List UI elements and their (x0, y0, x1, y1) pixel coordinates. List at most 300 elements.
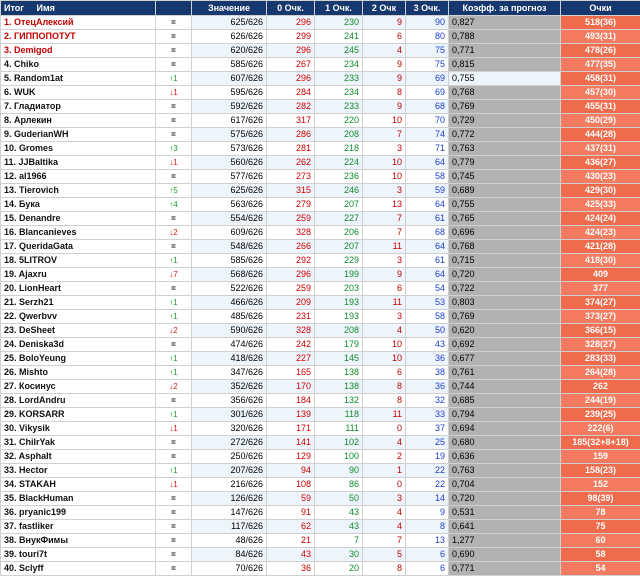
two-points-cell: 2 (363, 450, 406, 464)
three-points-cell: 25 (406, 436, 449, 450)
coefficient-cell: 0,722 (449, 282, 561, 296)
zero-points-cell: 296 (267, 44, 315, 58)
two-points-cell: 9 (363, 100, 406, 114)
value-cell: 84/626 (192, 548, 267, 562)
points-cell: 424(24) (561, 212, 640, 226)
trend-cell: = (156, 520, 192, 534)
three-points-cell: 59 (406, 184, 449, 198)
trend-cell: = (156, 450, 192, 464)
table-row (1, 100, 640, 114)
zero-points-cell: 273 (267, 170, 315, 184)
player-name-cell: 22. Qwerbvv (1, 310, 156, 324)
two-points-cell: 0 (363, 422, 406, 436)
table-row (1, 72, 640, 86)
points-cell: 78 (561, 506, 640, 520)
value-cell: 474/626 (192, 338, 267, 352)
three-points-cell: 37 (406, 422, 449, 436)
value-cell: 609/626 (192, 226, 267, 240)
trend-cell: = (156, 16, 192, 30)
one-point-cell: 30 (315, 548, 363, 562)
player-name-cell: 20. LionHeart (1, 282, 156, 296)
player-name-cell: 31. ChilrYak (1, 436, 156, 450)
coefficient-cell: 0,788 (449, 30, 561, 44)
value-cell: 207/626 (192, 464, 267, 478)
two-points-cell: 9 (363, 16, 406, 30)
player-name-cell: 26. Mishto (1, 366, 156, 380)
points-cell: 477(35) (561, 58, 640, 72)
coefficient-cell: 0,771 (449, 44, 561, 58)
three-points-cell: 53 (406, 296, 449, 310)
three-points-cell: 64 (406, 240, 449, 254)
points-cell: 458(31) (561, 72, 640, 86)
value-cell: 617/626 (192, 114, 267, 128)
coefficient-cell: 0,685 (449, 394, 561, 408)
value-cell: 117/626 (192, 520, 267, 534)
header-zero-points: 0 Очк. (267, 1, 315, 16)
points-cell: 54 (561, 562, 640, 576)
coefficient-cell: 1,277 (449, 534, 561, 548)
trend-cell: = (156, 282, 192, 296)
player-name-cell: 10. Gromes (1, 142, 156, 156)
table-row (1, 548, 640, 562)
table-row (1, 436, 640, 450)
zero-points-cell: 259 (267, 212, 315, 226)
value-cell: 592/626 (192, 100, 267, 114)
trend-cell: = (156, 506, 192, 520)
points-cell: 159 (561, 450, 640, 464)
value-cell: 522/626 (192, 282, 267, 296)
trend-cell: ↓2 (156, 380, 192, 394)
three-points-cell: 58 (406, 170, 449, 184)
value-cell: 554/626 (192, 212, 267, 226)
table-row (1, 296, 640, 310)
value-cell: 563/626 (192, 198, 267, 212)
one-point-cell: 236 (315, 170, 363, 184)
table-row (1, 324, 640, 338)
three-points-cell: 64 (406, 268, 449, 282)
three-points-cell: 75 (406, 58, 449, 72)
points-cell: 425(33) (561, 198, 640, 212)
zero-points-cell: 227 (267, 352, 315, 366)
two-points-cell: 3 (363, 184, 406, 198)
trend-cell: = (156, 436, 192, 450)
one-point-cell: 118 (315, 408, 363, 422)
table-row (1, 366, 640, 380)
one-point-cell: 233 (315, 100, 363, 114)
zero-points-cell: 286 (267, 128, 315, 142)
one-point-cell: 203 (315, 282, 363, 296)
zero-points-cell: 282 (267, 100, 315, 114)
player-name-cell: 6. WUK (1, 86, 156, 100)
table-row (1, 380, 640, 394)
table-row (1, 254, 640, 268)
points-cell: 373(27) (561, 310, 640, 324)
one-point-cell: 138 (315, 366, 363, 380)
trend-cell: ↑1 (156, 72, 192, 86)
one-point-cell: 145 (315, 352, 363, 366)
one-point-cell: 234 (315, 86, 363, 100)
coefficient-cell: 0,771 (449, 562, 561, 576)
two-points-cell: 7 (363, 226, 406, 240)
zero-points-cell: 231 (267, 310, 315, 324)
three-points-cell: 9 (406, 506, 449, 520)
points-cell: 283(33) (561, 352, 640, 366)
coefficient-cell: 0,769 (449, 310, 561, 324)
one-point-cell: 50 (315, 492, 363, 506)
player-name-cell: 17. QueridaGata (1, 240, 156, 254)
zero-points-cell: 21 (267, 534, 315, 548)
points-cell: 450(29) (561, 114, 640, 128)
table-row (1, 86, 640, 100)
player-name-cell: 13. Tierovich (1, 184, 156, 198)
header-three-points: 3 Очк. (406, 1, 449, 16)
table-row (1, 352, 640, 366)
trend-cell: = (156, 492, 192, 506)
trend-cell: ↑1 (156, 408, 192, 422)
three-points-cell: 6 (406, 562, 449, 576)
three-points-cell: 71 (406, 142, 449, 156)
table-row (1, 492, 640, 506)
player-name-cell: 14. Бука (1, 198, 156, 212)
points-cell: 409 (561, 268, 640, 282)
coefficient-cell: 0,694 (449, 422, 561, 436)
header-one-point: 1 Очк. (315, 1, 363, 16)
player-name-cell: 2. ГИППОПОТУТ (1, 30, 156, 44)
table-row (1, 142, 640, 156)
zero-points-cell: 94 (267, 464, 315, 478)
table-row (1, 184, 640, 198)
zero-points-cell: 267 (267, 58, 315, 72)
coefficient-cell: 0,641 (449, 520, 561, 534)
points-cell: 244(19) (561, 394, 640, 408)
coefficient-cell: 0,827 (449, 16, 561, 30)
zero-points-cell: 91 (267, 506, 315, 520)
trend-cell: ↓2 (156, 226, 192, 240)
points-cell: 421(28) (561, 240, 640, 254)
zero-points-cell: 184 (267, 394, 315, 408)
player-name-cell: 9. GuderianWH (1, 128, 156, 142)
header-two-points: 2 Очк (363, 1, 406, 16)
three-points-cell: 69 (406, 72, 449, 86)
trend-cell: ↑1 (156, 310, 192, 324)
two-points-cell: 8 (363, 380, 406, 394)
two-points-cell: 8 (363, 562, 406, 576)
coefficient-cell: 0,744 (449, 380, 561, 394)
one-point-cell: 138 (315, 380, 363, 394)
zero-points-cell: 284 (267, 86, 315, 100)
player-name-cell: 3. Demigod (1, 44, 156, 58)
table-row (1, 114, 640, 128)
player-name-cell: 12. al1966 (1, 170, 156, 184)
two-points-cell: 9 (363, 72, 406, 86)
value-cell: 568/626 (192, 268, 267, 282)
trend-cell: = (156, 100, 192, 114)
three-points-cell: 38 (406, 366, 449, 380)
zero-points-cell: 170 (267, 380, 315, 394)
coefficient-cell: 0,689 (449, 184, 561, 198)
trend-cell: ↓1 (156, 86, 192, 100)
player-name-cell: 32. Asphalt (1, 450, 156, 464)
coefficient-cell: 0,779 (449, 156, 561, 170)
one-point-cell: 100 (315, 450, 363, 464)
two-points-cell: 6 (363, 282, 406, 296)
three-points-cell: 50 (406, 324, 449, 338)
points-cell: 366(15) (561, 324, 640, 338)
trend-cell: ↑1 (156, 296, 192, 310)
one-point-cell: 246 (315, 184, 363, 198)
points-cell: 377 (561, 282, 640, 296)
two-points-cell: 10 (363, 114, 406, 128)
zero-points-cell: 108 (267, 478, 315, 492)
two-points-cell: 10 (363, 352, 406, 366)
three-points-cell: 22 (406, 478, 449, 492)
player-name-cell: 38. ВнукФимы (1, 534, 156, 548)
zero-points-cell: 296 (267, 268, 315, 282)
player-name-cell: 39. touri7t (1, 548, 156, 562)
table-row (1, 464, 640, 478)
one-point-cell: 241 (315, 30, 363, 44)
one-point-cell: 111 (315, 422, 363, 436)
points-cell: 374(27) (561, 296, 640, 310)
one-point-cell: 179 (315, 338, 363, 352)
two-points-cell: 3 (363, 142, 406, 156)
zero-points-cell: 129 (267, 450, 315, 464)
one-point-cell: 20 (315, 562, 363, 576)
table-row (1, 268, 640, 282)
table-row (1, 30, 640, 44)
trend-cell: = (156, 212, 192, 226)
table-row (1, 408, 640, 422)
table-row (1, 226, 640, 240)
value-cell: 70/626 (192, 562, 267, 576)
one-point-cell: 102 (315, 436, 363, 450)
value-cell: 147/626 (192, 506, 267, 520)
three-points-cell: 69 (406, 86, 449, 100)
value-cell: 577/626 (192, 170, 267, 184)
three-points-cell: 64 (406, 156, 449, 170)
coefficient-cell: 0,763 (449, 464, 561, 478)
value-cell: 347/626 (192, 366, 267, 380)
two-points-cell: 1 (363, 464, 406, 478)
player-name-cell: 27. Косинус (1, 380, 156, 394)
points-cell: 262 (561, 380, 640, 394)
two-points-cell: 0 (363, 478, 406, 492)
value-cell: 272/626 (192, 436, 267, 450)
two-points-cell: 7 (363, 534, 406, 548)
three-points-cell: 19 (406, 450, 449, 464)
three-points-cell: 68 (406, 100, 449, 114)
coefficient-cell: 0,729 (449, 114, 561, 128)
one-point-cell: 132 (315, 394, 363, 408)
one-point-cell: 230 (315, 16, 363, 30)
trend-cell: = (156, 240, 192, 254)
three-points-cell: 75 (406, 44, 449, 58)
value-cell: 625/626 (192, 184, 267, 198)
zero-points-cell: 328 (267, 226, 315, 240)
player-name-cell: 34. STAKAH (1, 478, 156, 492)
header-rank-label: Итог (4, 2, 25, 13)
coefficient-cell: 0,815 (449, 58, 561, 72)
value-cell: 352/626 (192, 380, 267, 394)
two-points-cell: 13 (363, 198, 406, 212)
one-point-cell: 218 (315, 142, 363, 156)
player-name-cell: 19. Ajaxru (1, 268, 156, 282)
one-point-cell: 90 (315, 464, 363, 478)
player-name-cell: 36. pryanic199 (1, 506, 156, 520)
zero-points-cell: 59 (267, 492, 315, 506)
two-points-cell: 4 (363, 506, 406, 520)
two-points-cell: 11 (363, 296, 406, 310)
coefficient-cell: 0,636 (449, 450, 561, 464)
table-row (1, 520, 640, 534)
one-point-cell: 224 (315, 156, 363, 170)
points-cell: 436(27) (561, 156, 640, 170)
player-name-cell: 8. Арлекин (1, 114, 156, 128)
player-name-cell: 28. LordAndru (1, 394, 156, 408)
player-name-cell: 5. Random1at (1, 72, 156, 86)
two-points-cell: 4 (363, 436, 406, 450)
table-row (1, 282, 640, 296)
player-name-cell: 15. Denandre (1, 212, 156, 226)
coefficient-cell: 0,745 (449, 170, 561, 184)
one-point-cell: 193 (315, 310, 363, 324)
one-point-cell: 220 (315, 114, 363, 128)
one-point-cell: 229 (315, 254, 363, 268)
two-points-cell: 9 (363, 268, 406, 282)
trend-cell: ↑1 (156, 352, 192, 366)
zero-points-cell: 43 (267, 548, 315, 562)
value-cell: 590/626 (192, 324, 267, 338)
two-points-cell: 9 (363, 58, 406, 72)
three-points-cell: 33 (406, 408, 449, 422)
trend-cell: ↑3 (156, 142, 192, 156)
points-cell: 493(31) (561, 30, 640, 44)
table-row (1, 422, 640, 436)
value-cell: 356/626 (192, 394, 267, 408)
value-cell: 250/626 (192, 450, 267, 464)
table-row (1, 394, 640, 408)
coefficient-cell: 0,620 (449, 324, 561, 338)
three-points-cell: 54 (406, 282, 449, 296)
three-points-cell: 68 (406, 226, 449, 240)
two-points-cell: 6 (363, 366, 406, 380)
value-cell: 466/626 (192, 296, 267, 310)
trend-cell: = (156, 338, 192, 352)
trend-cell: = (156, 58, 192, 72)
coefficient-cell: 0,715 (449, 254, 561, 268)
points-cell: 429(30) (561, 184, 640, 198)
points-cell: 60 (561, 534, 640, 548)
points-cell: 418(30) (561, 254, 640, 268)
coefficient-cell: 0,755 (449, 72, 561, 86)
header-coefficient: Коэфф. за прогноз (449, 1, 561, 16)
value-cell: 607/626 (192, 72, 267, 86)
points-cell: 185(32+8+18) (561, 436, 640, 450)
zero-points-cell: 259 (267, 282, 315, 296)
trend-cell: ↓2 (156, 324, 192, 338)
coefficient-cell: 0,765 (449, 212, 561, 226)
three-points-cell: 64 (406, 198, 449, 212)
trend-cell: = (156, 44, 192, 58)
points-cell: 430(23) (561, 170, 640, 184)
table-row (1, 450, 640, 464)
coefficient-cell: 0,755 (449, 198, 561, 212)
coefficient-cell: 0,769 (449, 100, 561, 114)
one-point-cell: 86 (315, 478, 363, 492)
value-cell: 301/626 (192, 408, 267, 422)
zero-points-cell: 262 (267, 156, 315, 170)
three-points-cell: 36 (406, 380, 449, 394)
one-point-cell: 199 (315, 268, 363, 282)
two-points-cell: 10 (363, 338, 406, 352)
zero-points-cell: 141 (267, 436, 315, 450)
one-point-cell: 7 (315, 534, 363, 548)
points-cell: 437(31) (561, 142, 640, 156)
header-trend (156, 1, 192, 16)
two-points-cell: 6 (363, 30, 406, 44)
zero-points-cell: 328 (267, 324, 315, 338)
three-points-cell: 58 (406, 310, 449, 324)
zero-points-cell: 299 (267, 30, 315, 44)
trend-cell: ↑5 (156, 184, 192, 198)
player-name-cell: 4. Chiko (1, 58, 156, 72)
player-name-cell: 30. Vikysik (1, 422, 156, 436)
value-cell: 560/626 (192, 156, 267, 170)
trend-cell: ↑4 (156, 198, 192, 212)
value-cell: 418/626 (192, 352, 267, 366)
three-points-cell: 90 (406, 16, 449, 30)
player-name-cell: 25. BoloYeung (1, 352, 156, 366)
player-name-cell: 21. Serzh21 (1, 296, 156, 310)
trend-cell: ↓7 (156, 268, 192, 282)
table-row (1, 44, 640, 58)
trend-cell: ↓1 (156, 478, 192, 492)
points-cell: 478(26) (561, 44, 640, 58)
coefficient-cell: 0,720 (449, 268, 561, 282)
table-row (1, 128, 640, 142)
player-name-cell: 1. ОтецАлексий (1, 16, 156, 30)
value-cell: 625/626 (192, 16, 267, 30)
coefficient-cell: 0,696 (449, 226, 561, 240)
zero-points-cell: 165 (267, 366, 315, 380)
one-point-cell: 208 (315, 324, 363, 338)
value-cell: 626/626 (192, 30, 267, 44)
one-point-cell: 233 (315, 72, 363, 86)
value-cell: 585/626 (192, 58, 267, 72)
value-cell: 620/626 (192, 44, 267, 58)
trend-cell: ↑1 (156, 254, 192, 268)
table-row (1, 310, 640, 324)
two-points-cell: 4 (363, 324, 406, 338)
value-cell: 573/626 (192, 142, 267, 156)
two-points-cell: 10 (363, 170, 406, 184)
points-cell: 98(39) (561, 492, 640, 506)
player-name-cell: 18. 5LITROV (1, 254, 156, 268)
trend-cell: ↓1 (156, 156, 192, 170)
header-rank-name (1, 1, 156, 16)
value-cell: 585/626 (192, 254, 267, 268)
player-name-cell: 35. BlackHuman (1, 492, 156, 506)
points-cell: 328(27) (561, 338, 640, 352)
points-cell: 152 (561, 478, 640, 492)
trend-cell: = (156, 548, 192, 562)
two-points-cell: 4 (363, 44, 406, 58)
player-name-cell: 29. KORSARR (1, 408, 156, 422)
coefficient-cell: 0,768 (449, 86, 561, 100)
player-name-cell: 11. JJBaltika (1, 156, 156, 170)
zero-points-cell: 139 (267, 408, 315, 422)
header-value: Значение (192, 1, 267, 16)
